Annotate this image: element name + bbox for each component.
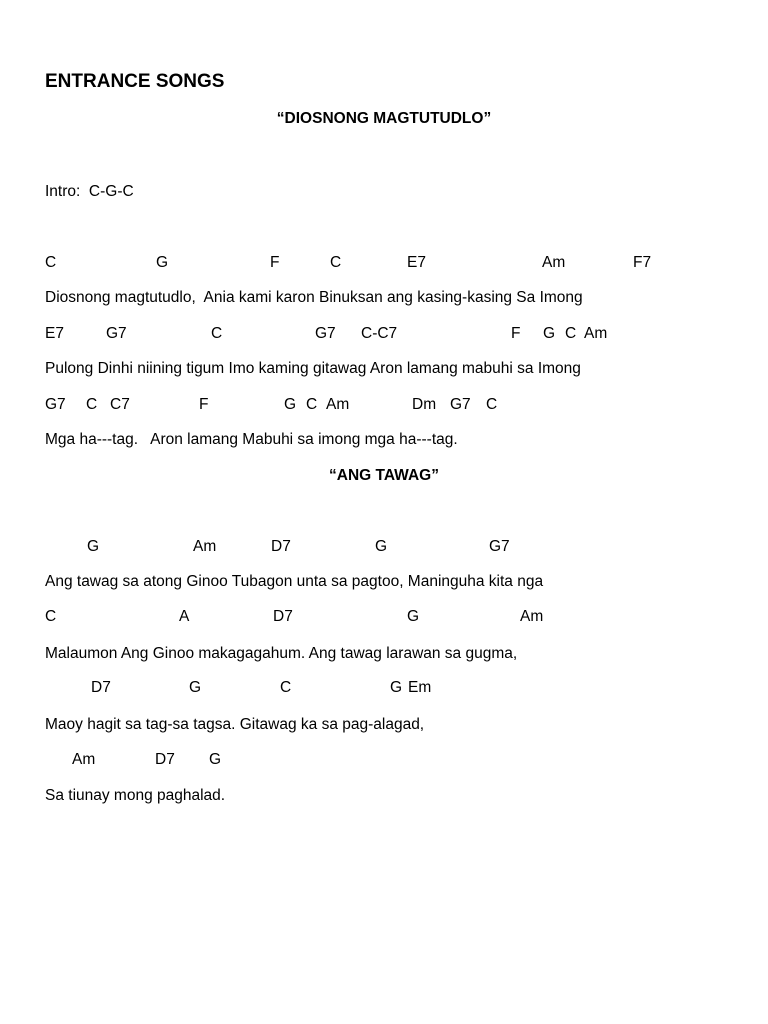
chord: G xyxy=(407,608,420,625)
chord: D7 xyxy=(155,751,175,768)
document-heading: ENTRANCE SONGS xyxy=(45,71,225,92)
chord: Am xyxy=(584,325,608,342)
song1-lyric-line-3: Mga ha---tag. Aron lamang Mabuhi sa imong mga ha---tag. xyxy=(45,431,458,448)
chord: G7 xyxy=(489,538,510,555)
chord: G xyxy=(189,679,202,696)
chord: G7 xyxy=(106,325,127,342)
chord: C7 xyxy=(110,396,130,413)
chord: F xyxy=(199,396,209,413)
chord: G xyxy=(543,325,556,342)
chord: G xyxy=(87,538,100,555)
chord: Am xyxy=(542,254,566,271)
chord: C xyxy=(306,396,318,413)
song-title-ang-tawag: “ANG TAWAG” xyxy=(329,467,439,484)
chord: G xyxy=(209,751,222,768)
song2-lyric-line-4: Sa tiunay mong paghalad. xyxy=(45,787,226,804)
chord: C xyxy=(565,325,577,342)
chord: Am xyxy=(520,608,544,625)
chord: D7 xyxy=(91,679,111,696)
chord: G7 xyxy=(45,396,66,413)
chord: C xyxy=(45,608,57,625)
chord: E7 xyxy=(45,325,64,342)
song2-lyric-line-1: Ang tawag sa atong Ginoo Tubagon unta sa pagtoo, Maninguha kita nga xyxy=(45,573,544,590)
chord: D7 xyxy=(271,538,291,555)
chord: D7 xyxy=(273,608,293,625)
chord: Dm xyxy=(412,396,437,413)
chord: G xyxy=(390,679,403,696)
chord: G xyxy=(156,254,169,271)
song2-lyric-line-2: Malaumon Ang Ginoo makagagahum. Ang tawag larawan sa gugma, xyxy=(45,645,518,662)
song-title-diosnong-magtutudlo: “DIOSNONG MAGTUTUDLO” xyxy=(276,110,492,127)
chord: G7 xyxy=(315,325,336,342)
chord: C xyxy=(330,254,342,271)
chord: Am xyxy=(72,751,96,768)
song1-intro: Intro: C-G-C xyxy=(45,183,134,200)
chord: G xyxy=(375,538,388,555)
song1-lyric-line-1: Diosnong magtutudlo, Ania kami karon Binuksan ang kasing-kasing Sa Imong xyxy=(45,289,583,306)
chord: C xyxy=(211,325,223,342)
song2-lyric-line-3: Maoy hagit sa tag-sa tagsa. Gitawag ka sa pag-alagad, xyxy=(45,716,425,733)
chord: C xyxy=(486,396,498,413)
chord: C xyxy=(86,396,98,413)
chord: Am xyxy=(193,538,217,555)
chord: C-C7 xyxy=(361,325,398,342)
chord: F xyxy=(270,254,280,271)
chord: Am xyxy=(326,396,350,413)
chord: G xyxy=(284,396,297,413)
chord: E7 xyxy=(407,254,426,271)
chord: C xyxy=(280,679,292,696)
chord: F xyxy=(511,325,521,342)
chord: G7 xyxy=(450,396,471,413)
chord: Em xyxy=(408,679,432,696)
chord: C xyxy=(45,254,57,271)
song1-lyric-line-2: Pulong Dinhi niining tigum Imo kaming gitawag Aron lamang mabuhi sa Imong xyxy=(45,360,581,377)
chord: F7 xyxy=(633,254,652,271)
chord: A xyxy=(179,608,190,625)
